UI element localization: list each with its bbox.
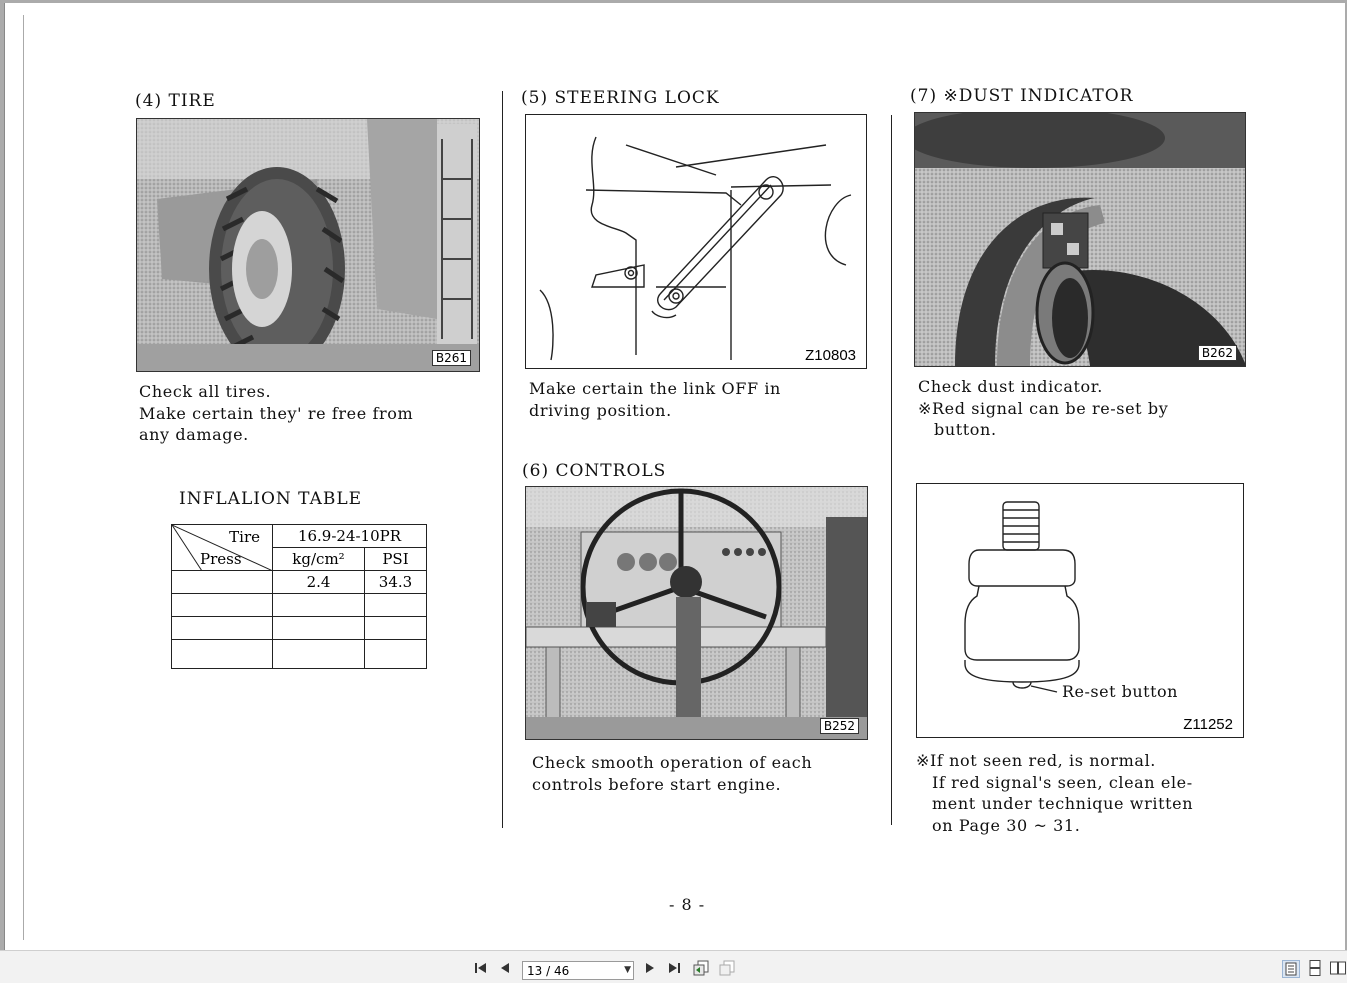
dust-indicator-photo [914, 112, 1246, 367]
steering-lock-figure-label: Z10803 [805, 347, 856, 364]
dust-indicator-text-line: ※Red signal can be re-set by [918, 398, 1169, 418]
inflation-table [171, 524, 427, 669]
table-cell [172, 594, 273, 617]
controls-heading: (6) CONTROLS [522, 461, 667, 481]
single-page-view-icon[interactable] [1282, 960, 1300, 978]
steering-lock-text-line: driving position. [529, 400, 672, 420]
tire-size-cell: 16.9-24-10PR [273, 525, 427, 548]
unit-kg-cell: kg/cm² [273, 548, 365, 571]
document-page [4, 3, 1345, 950]
page-number: - 8 - [669, 895, 706, 914]
kg-value-cell: 2.4 [273, 571, 365, 594]
table-corner-cell [172, 525, 273, 571]
steering-lock-drawing [526, 115, 866, 368]
dust-indicator-figure [916, 483, 1244, 738]
tire-photo-image [137, 119, 479, 371]
steering-lock-figure [525, 114, 867, 369]
table-row [172, 571, 427, 594]
table-cell [273, 617, 365, 640]
next-view-icon[interactable] [719, 960, 735, 976]
page-edge-line [23, 15, 24, 940]
table-row [172, 640, 427, 669]
dust-indicator-note-line: If red signal's seen, clean ele- [932, 772, 1193, 792]
tire-text-line: Check all tires. [139, 382, 272, 401]
continuous-view-icon[interactable] [1307, 960, 1323, 976]
controls-photo [525, 486, 868, 740]
dust-indicator-note [916, 750, 1193, 836]
dust-indicator-text-line: Check dust indicator. [918, 377, 1103, 396]
table-cell [365, 617, 427, 640]
page-number-input[interactable] [523, 962, 621, 980]
tire-heading: (4) TIRE [135, 91, 216, 111]
controls-text-line: controls before start engine. [532, 774, 782, 794]
tire-instructions [139, 381, 413, 446]
dust-indicator-note-line: ※If not seen red, is normal. [916, 751, 1156, 770]
controls-photo-tag: B252 [820, 718, 859, 734]
table-row [172, 617, 427, 640]
last-page-icon[interactable] [666, 960, 682, 976]
controls-instructions [532, 752, 812, 795]
previous-page-icon[interactable] [497, 960, 513, 976]
reset-button-callout: Re-set button [1062, 682, 1178, 701]
dust-indicator-photo-tag: B262 [1198, 345, 1237, 361]
controls-text-line: Check smooth operation of each [532, 753, 813, 772]
table-row [172, 525, 427, 548]
corner-press-label: Press [200, 550, 242, 568]
table-cell [172, 617, 273, 640]
table-cell [365, 640, 427, 669]
table-cell [273, 594, 365, 617]
column-divider-right [891, 115, 892, 825]
tire-text-line: Make certain they' re free from [139, 403, 414, 423]
table-cell [273, 640, 365, 669]
tire-photo-tag: B261 [432, 350, 471, 366]
page-number-field[interactable] [522, 961, 634, 980]
dust-indicator-heading: (7) ※DUST INDICATOR [910, 86, 1134, 106]
viewer-toolbar [0, 950, 1347, 983]
dust-indicator-instructions [918, 376, 1168, 441]
inflation-table-title: INFLALION TABLE [179, 489, 363, 509]
dust-indicator-note-line: on Page 30 ~ 31. [932, 815, 1081, 835]
column-divider-left [502, 91, 503, 828]
tire-text-line: any damage. [139, 425, 249, 444]
steering-lock-text-line: Make certain the link OFF in [529, 379, 781, 398]
dust-indicator-note-line: ment under technique written [932, 794, 1194, 813]
psi-value-cell: 34.3 [365, 571, 427, 594]
dust-indicator-figure-label: Z11252 [1183, 716, 1233, 733]
steering-lock-heading: (5) STEERING LOCK [521, 88, 720, 108]
first-page-icon[interactable] [473, 960, 489, 976]
controls-photo-image [526, 487, 867, 739]
unit-psi-cell: PSI [365, 548, 427, 571]
next-page-icon[interactable] [642, 960, 658, 976]
table-cell [172, 640, 273, 669]
dust-indicator-photo-image [915, 113, 1245, 366]
tire-photo [136, 118, 480, 372]
table-row [172, 594, 427, 617]
table-cell [365, 594, 427, 617]
table-cell [172, 571, 273, 594]
previous-view-icon[interactable] [693, 960, 709, 976]
chevron-down-icon[interactable]: ▼ [624, 965, 631, 975]
corner-tire-label: Tire [229, 528, 260, 546]
facing-pages-view-icon[interactable] [1330, 960, 1346, 976]
dust-indicator-text-line: button. [934, 420, 997, 439]
steering-lock-instructions [529, 378, 781, 421]
